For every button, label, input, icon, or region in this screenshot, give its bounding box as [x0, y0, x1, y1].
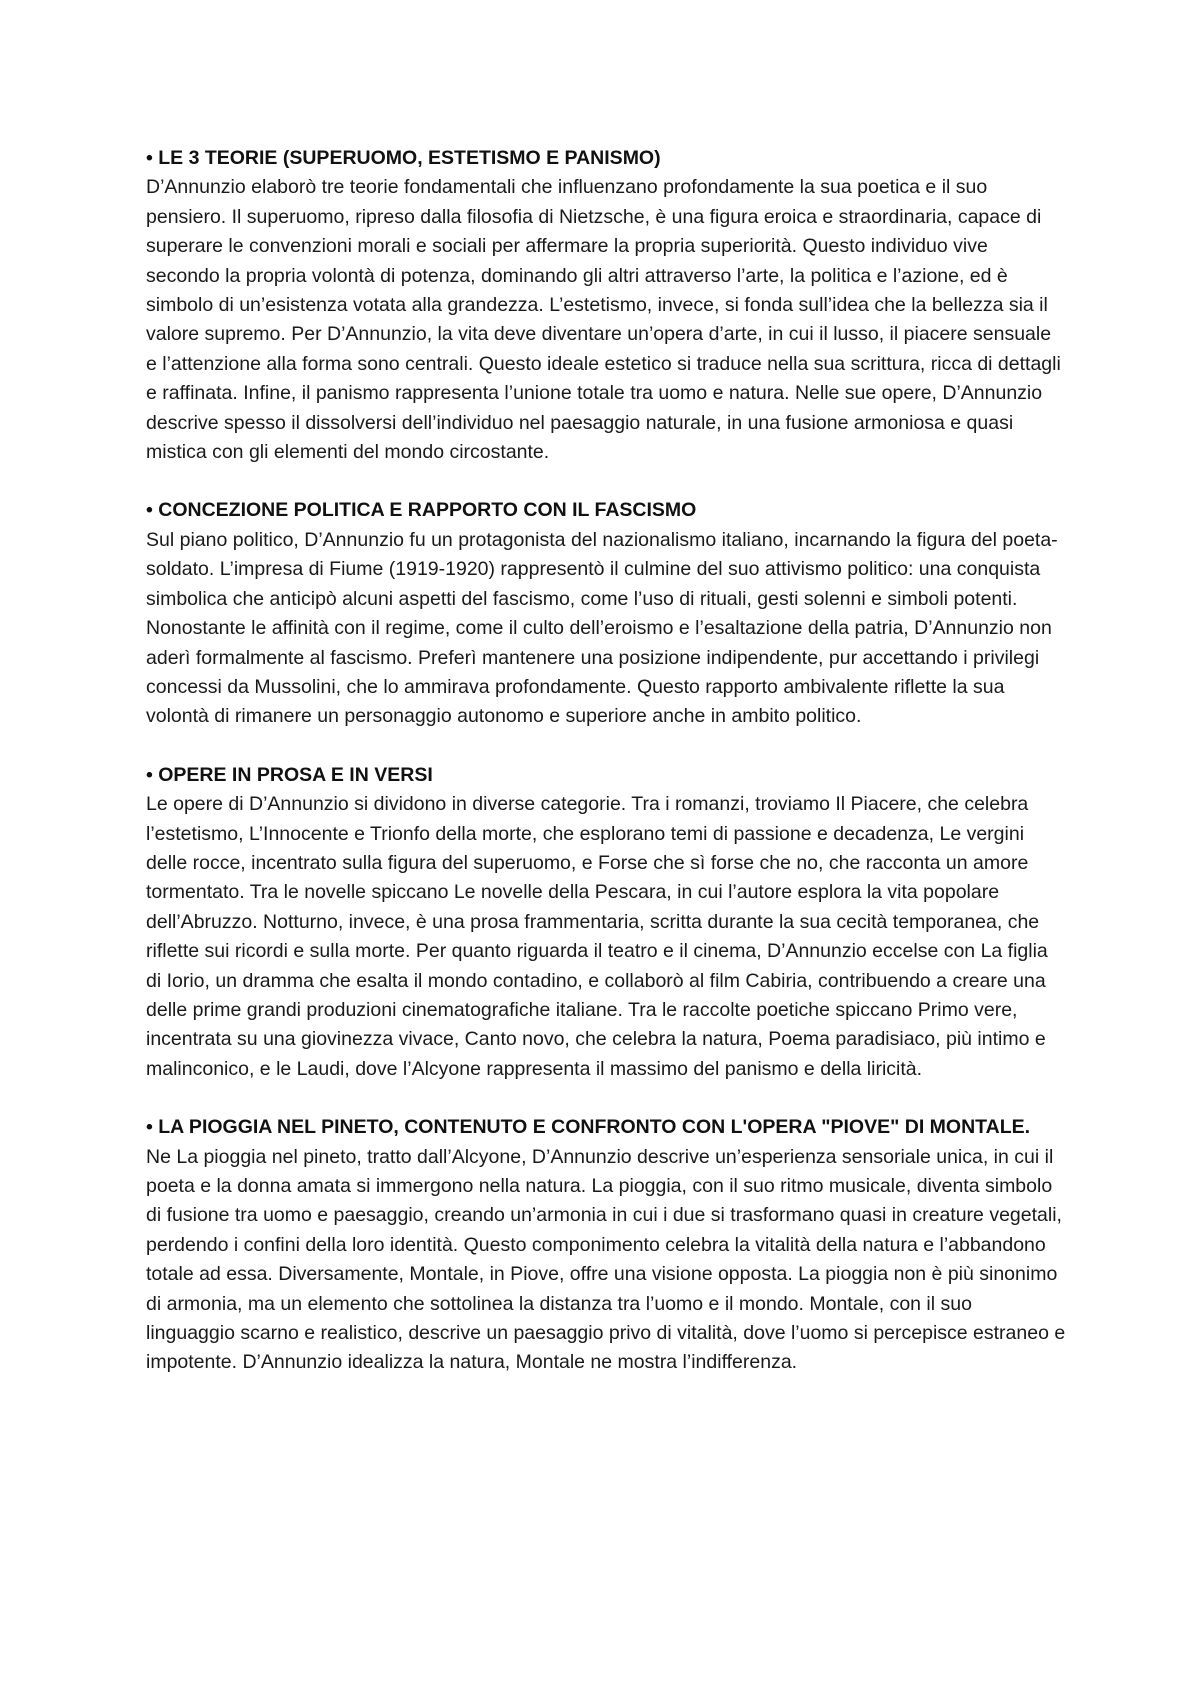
section-paragraph: Ne La pioggia nel pineto, tratto dall’Alcyone, D’Annunzio descrive un’esperienza sensoriale unica, in cui il poeta e la donna amata si immergono nella natura. La pioggia, con il suo ritmo musicale, diventa simbolo di fusione tra uomo e paesaggio, creando un’armonia in cui i due si trasformano quasi in creature vegetali, perdendo i confini della loro identità. Questo componimento celebra la vitalità della natura e l’abbandono totale ad essa. Diversamente, Montale, in Piove, offre una visione opposta. La pioggia non è più sinonimo di armonia, ma un elemento che sottolinea la distanza tra l’uomo e il mondo. Montale, con il suo linguaggio scarno e realistico, descrive un paesaggio privo di vitalità, dove l’uomo si percepisce estraneo e impotente. D’Annunzio idealizza la natura, Montale ne mostra l’indifferenza.	[146, 1145, 1066, 1374]
section-pioggia-nel-pineto	[146, 1113, 1066, 1378]
section-heading: • OPERE IN PROSA E IN VERSI	[146, 763, 433, 786]
section-heading: • LA PIOGGIA NEL PINETO, CONTENUTO E CONFRONTO CON L'OPERA "PIOVE" DI MONTALE.	[146, 1116, 1031, 1139]
section-paragraph: D’Annunzio elaborò tre teorie fondamentali che influenzano profondamente la sua poetica e il suo pensiero. Il superuomo, ripreso dalla filosofia di Nietzsche, è una figura eroica e straordinaria, capace di superare le convenzioni morali e sociali per affermare la propria superiorità. Questo individuo vive secondo la propria volontà di potenza, dominando gli altri attraverso l’arte, la politica e l’azione, ed è simbolo di un’esistenza votata alla grandezza. L’estetismo, invece, si fonda sull’idea che la bellezza sia il valore supremo. Per D’Annunzio, la vita deve diventare un’opera d’arte, in cui il lusso, il piacere sensuale e l’attenzione alla forma sono centrali. Questo ideale estetico si traduce nella sua scrittura, ricca di dettagli e raffinata. Infine, il panismo rappresenta l’unione totale tra uomo e natura. Nelle sue opere, D’Annunzio descrive spesso il dissolversi dell’individuo nel paesaggio naturale, in una fusione armoniosa e quasi mistica con gli elementi del mondo circostante.	[146, 176, 1061, 464]
section-heading: • LE 3 TEORIE (SUPERUOMO, ESTETISMO E PANISMO)	[146, 147, 661, 169]
section-tre-teorie	[146, 144, 1066, 467]
document-content	[146, 144, 1066, 1407]
section-opere	[146, 761, 1066, 1084]
section-concezione-politica	[146, 496, 1066, 731]
section-paragraph: Le opere di D’Annunzio si dividono in diverse categorie. Tra i romanzi, troviamo Il Piacere, che celebra l’estetismo, L’Innocente e Trionfo della morte, che esplorano temi di passione e decadenza, Le vergini delle rocce, incentrato sulla figura del superuomo, e Forse che sì forse che no, che racconta un amore tormentato. Tra le novelle spiccano Le novelle della Pescara, in cui l’autore esplora la vita popolare dell’Abruzzo. Notturno, invece, è una prosa frammentaria, scritta durante la sua cecità temporanea, che riflette sui ricordi e sulla morte. Per quanto riguarda il teatro e il cinema, D’Annunzio eccelse con La figlia di Iorio, un dramma che esalta il mondo contadino, e collaborò al film Cabiria, contribuendo a creare una delle prime grandi produzioni cinematografiche italiane. Tra le raccolte poetiche spiccano Primo vere, incentrata su una giovinezza vivace, Canto novo, che celebra la natura, Poema paradisiaco, più intimo e malinconico, e le Laudi, dove l’Alcyone rappresenta il massimo del panismo e della liricità.	[146, 793, 1048, 1080]
section-paragraph: Sul piano politico, D’Annunzio fu un protagonista del nazionalismo italiano, incarnando la figura del poeta-soldato. L’impresa di Fiume (1919-1920) rappresentò il culmine del suo attivismo politico: una conquista simbolica che anticipò alcuni aspetti del fascismo, come l’uso di rituali, gesti solenni e simboli potenti. Nonostante le affinità con il regime, come il culto dell’eroismo e l’esaltazione della patria, D’Annunzio non aderì formalmente al fascismo. Preferì mantenere una posizione indipendente, pur accettando i privilegi concessi da Mussolini, che lo ammirava profondamente. Questo rapporto ambivalente riflette la sua volontà di rimanere un personaggio autonomo e superiore anche in ambito politico.	[146, 528, 1058, 728]
section-heading: • CONCEZIONE POLITICA E RAPPORTO CON IL FASCISMO	[146, 499, 697, 522]
